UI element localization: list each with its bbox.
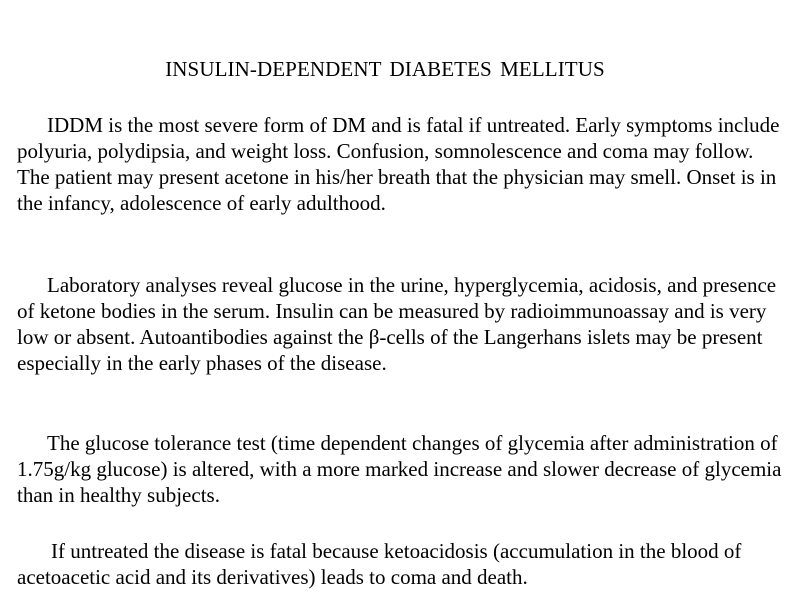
paragraph-glucose-tolerance-test: The glucose tolerance test (time dependent changes of glycemia after administration of 1.75g/kg glucose) is altered, with a more marked increase and slower decrease of glycemia than in healthy subjects. bbox=[17, 431, 782, 507]
page-title: INSULIN-DEPENDENT DIABETES MELLITUS bbox=[165, 57, 605, 81]
paragraph-prognosis: If untreated the disease is fatal because ketoacidosis (accumulation in the blood of acetoacetic acid and its derivatives) leads to coma and death. bbox=[17, 539, 742, 589]
paragraph-laboratory-analyses: Laboratory analyses reveal glucose in the urine, hyperglycemia, acidosis, and presence of ketone bodies in the serum. Insulin can be measured by radioimmunoassay and is very low or absent. Autoantibodies against the β-cells of the Langerhans islets may be present especially in the early phases of the disease. bbox=[17, 273, 777, 375]
paragraph-symptoms: IDDM is the most severe form of DM and is fatal if untreated. Early symptoms include polyuria, polydipsia, and weight loss. Confusion, somnolescence and coma may follow. The patient may present acetone in his/her breath that the physician may smell. Onset is in the infancy, adolescence of early adulthood. bbox=[17, 113, 780, 215]
